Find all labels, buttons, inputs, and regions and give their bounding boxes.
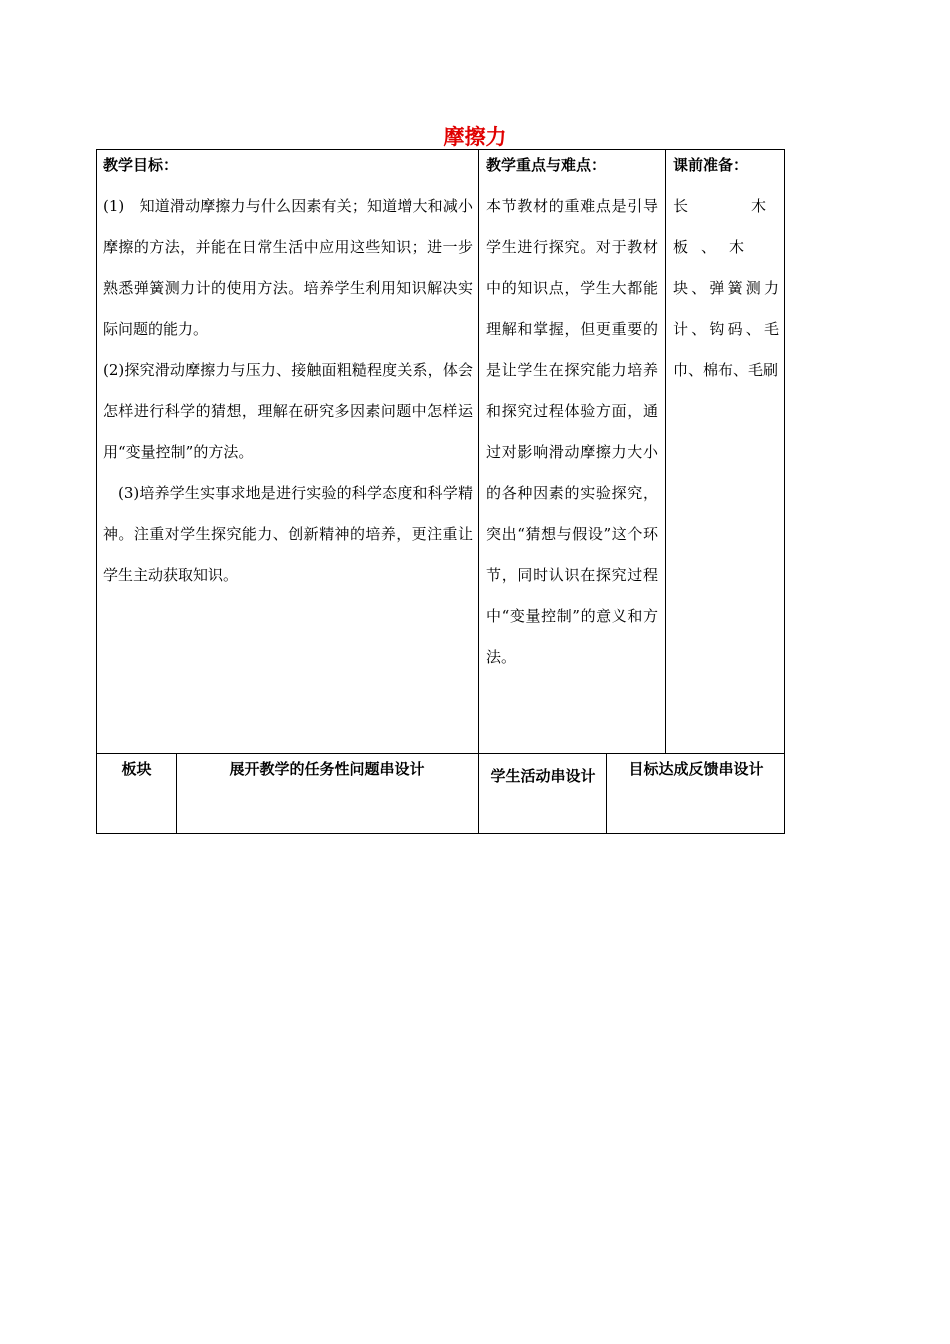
col-header-section: 板块	[121, 760, 152, 778]
table-border-right	[784, 149, 785, 834]
objective-paragraph-1: (1) 知道滑动摩擦力与什么因素有关；知道增大和减小摩擦的方法，并能在日常生活中应用这些知识；进一步熟悉弹簧测力计的使用方法。培养学生利用知识解决实际问题的能力。	[103, 197, 473, 338]
col-header-task-questions: 展开教学的任务性问题串设计	[229, 760, 425, 778]
page-title: 摩擦力	[443, 125, 507, 149]
preparation-line-1: 长木板、木	[673, 197, 779, 256]
key-points-text: 本节教材的重难点是引导学生进行探究。对于教材中的知识点，学生大都能理解和掌握，但更重要的是让学生在探究能力培养和探究过程体验方面，通过对影响滑动摩擦力大小的各种因素的实验探究，突出“猜想与假设”这个环节，同时认识在探究过程中“变量控制”的意义和方法。	[486, 197, 658, 666]
table-border-bottom	[96, 833, 785, 834]
row-divider	[96, 753, 785, 754]
objectives-body	[103, 186, 473, 596]
col-divider-2	[665, 149, 666, 754]
col-header-feedback: 目标达成反馈串设计	[628, 760, 764, 778]
objective-paragraph-3: (3)培养学生实事求地是进行实验的科学态度和科学精神。注重对学生探究能力、创新精神的培养，更注重让学生主动获取知识。	[103, 484, 473, 584]
preparation-heading: 课前准备：	[673, 156, 749, 174]
key-points-heading: 教学重点与难点：	[486, 156, 607, 174]
objectives-heading: 教学目标：	[103, 156, 179, 174]
preparation-items: 块、弹簧测力计、钩码、毛巾、棉布、毛刷	[673, 279, 779, 379]
table-border-left	[96, 149, 97, 834]
col-divider-3	[176, 753, 177, 834]
key-points-cell	[486, 152, 658, 752]
objective-paragraph-2: (2)探究滑动摩擦力与压力、接触面粗糙程度关系，体会怎样进行科学的猜想，理解在研究多因素问题中怎样运用“变量控制”的方法。	[103, 361, 473, 461]
col-divider-4	[606, 753, 607, 834]
col-header-student-activities	[490, 756, 596, 830]
table-border-top	[96, 149, 785, 150]
objectives-cell	[103, 152, 473, 752]
col-divider-1	[478, 149, 479, 834]
preparation-body	[673, 186, 779, 391]
student-activities-label: 学生活动串设计	[490, 767, 596, 785]
preparation-cell	[673, 152, 779, 752]
